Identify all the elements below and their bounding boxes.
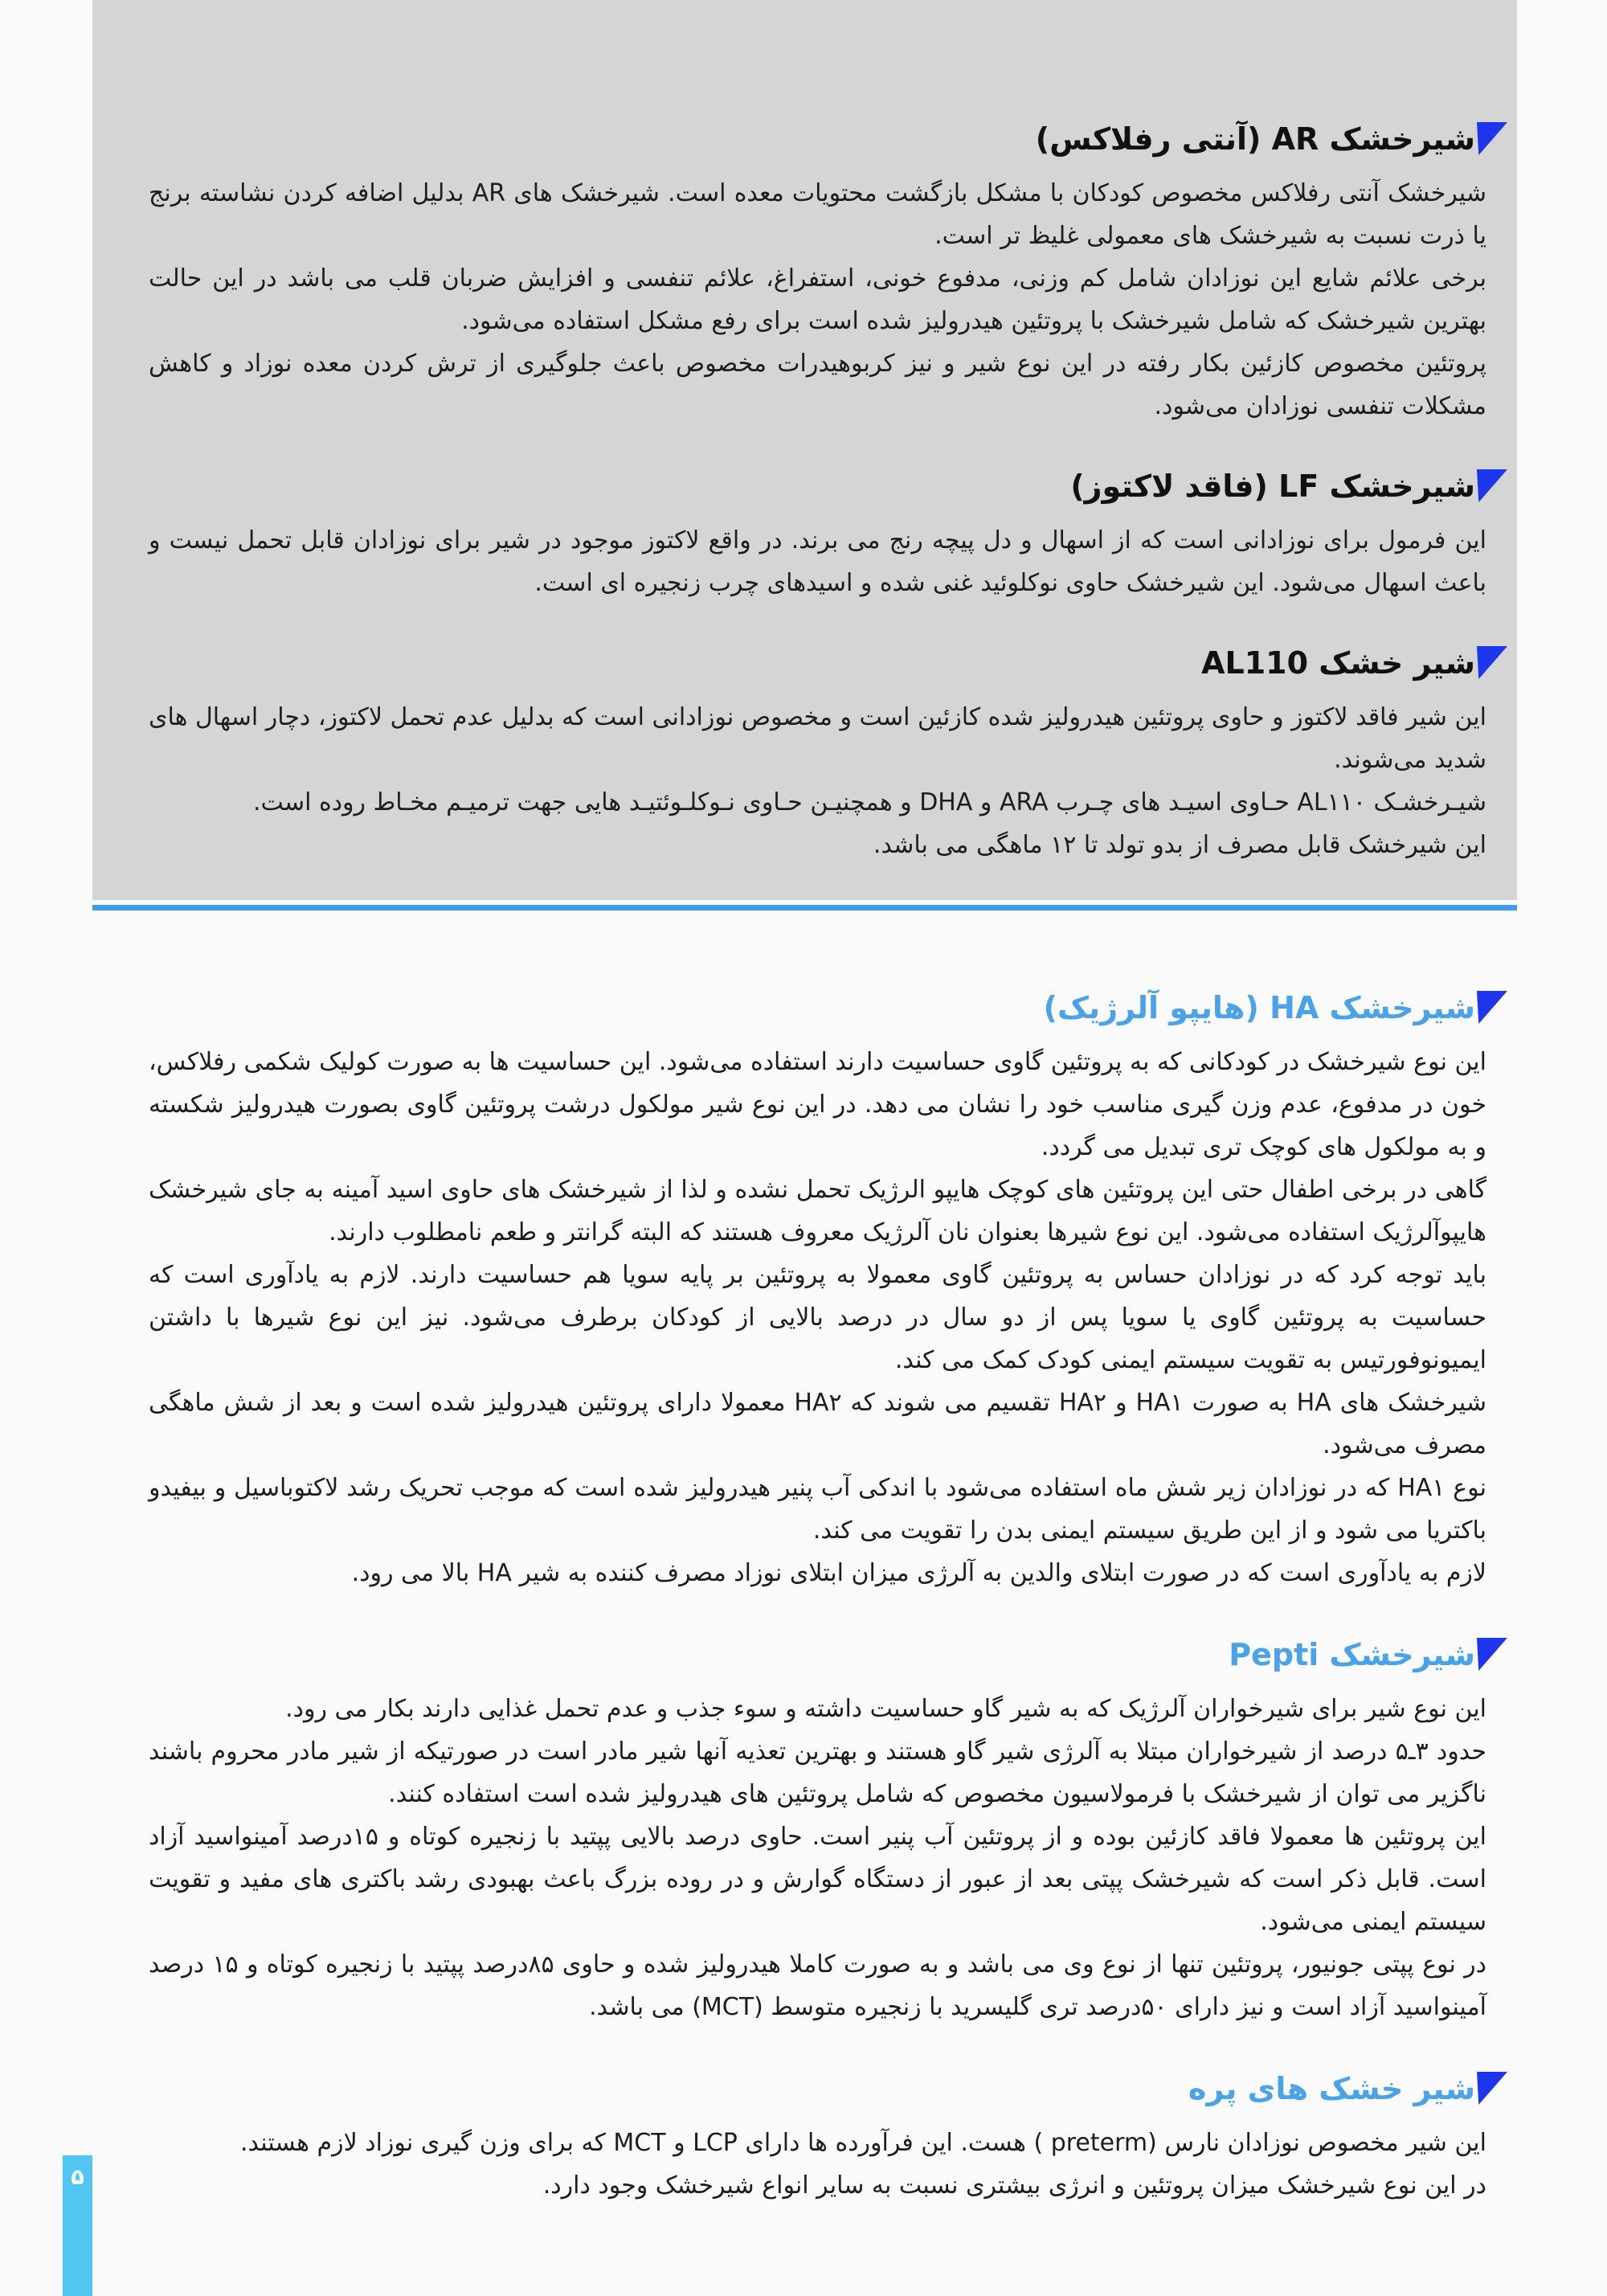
section-lf-body <box>149 519 1486 604</box>
section-preterm-body <box>149 2122 1486 2207</box>
paragraph: برخی علائم شایع این نوزادان شامل کم وزنی، مدفوع خونی، استفراغ، علائم تنفسی و افزایش ضربان قلب می باشد در این حالت بهترین شیرخشک که شامل شیرخشک با پروتئین هیدرولیز شده است برای رفع مشکل استفاده می‌شود. <box>149 264 1486 335</box>
paragraph: شیرخشک های HA به صورت HA۱ و HA۲ تقسیم می شوند که HA۲ معمولا دارای پروتئین هیدرولیز شده است و بعد از شش ماهگی مصرف می‌شود. <box>149 1389 1486 1459</box>
paragraph: پروتئین مخصوص کازئین بکار رفته در این نوع شیر و نیز کربوهیدرات مخصوص باعث جلوگیری از ترش کردن معده نوزاد و کاهش مشکلات تنفسی نوزادان می‌شود. <box>149 350 1486 420</box>
paragraph: این شیر فاقد لاکتوز و حاوی پروتئین هیدرولیز شده کازئین است و مخصوص نوزادانی است که بدلیل عدم تحمل لاکتوز، دچار اسهال های شدید می‌شوند. <box>149 703 1486 774</box>
section-al110-title-text: شیر خشک AL110 <box>1201 645 1475 681</box>
section-lf-formula <box>149 465 1486 604</box>
paragraph: گاهی در برخی اطفال حتی این پروتئین های کوچک هایپو الرژیک تحمل نشده و لذا از شیرخشک های حاوی اسید آمینه به جای شیرخشک هایپوآلرژیک استفاده می‌شود. این نوع شیرها بعنوان نان آلرژیک معروف هستند که البته گرانتر و طعم نامطلوب دارند. <box>149 1176 1486 1246</box>
section-lf-title <box>149 465 1486 508</box>
section-preterm-title-text: شیر خشک های پره <box>1188 2071 1475 2106</box>
paragraph: شیرخشک آنتی رفلاکس مخصوص کودکان با مشکل بازگشت محتویات معده است. شیرخشک های AR بدلیل اضافه کردن نشاسته برنج یا ذرت نسبت به شیرخشک های معمولی غلیظ تر است. <box>149 179 1486 250</box>
section-marker-triangle-icon <box>1477 1638 1507 1671</box>
section-ar-title-text: شیرخشک AR (آنتی رفلاکس) <box>1035 121 1475 157</box>
paragraph: در این نوع شیرخشک میزان پروتئین و انرژی بیشتری نسبت به سایر انواع شیرخشک وجود دارد. <box>542 2171 1486 2200</box>
paragraph: این فرمول برای نوزادانی است که از اسهال و دل پیچه رنج می برند. در واقع لاکتوز موجود در شیر برای نوزادان قابل تحمل نیست و باعث اسهال می‌شود. این شیرخشک حاوی نوکلوئید غنی شده و اسیدهای چرب زنجیره ای است. <box>149 526 1486 597</box>
section-al110-title <box>149 641 1486 685</box>
section-preterm-title <box>149 2067 1486 2110</box>
section-marker-triangle-icon <box>1477 2072 1507 2105</box>
page-number: ۵ <box>71 2165 84 2190</box>
section-ha-body <box>149 1041 1486 1594</box>
section-al110-formula <box>149 641 1486 866</box>
section-ar-body <box>149 172 1486 428</box>
paragraph: در نوع پپتی جونیور، پروتئین تنها از نوع وی می باشد و به صورت کاملا هیدرولیز شده و حاوی ۸۵درصد پپتید با زنجیره کوتاه و ۱۵ درصد آمینواسید آزاد است و نیز دارای ۵۰درصد تری گلیسرید با زنجیره متوسط (MCT) می باشد. <box>149 1950 1487 2021</box>
page-number-tab <box>63 2155 92 2296</box>
paragraph: نوع HA۱ که در نوزادان زیر شش ماه استفاده می‌شود با اندکی آب پنیر هیدرولیز شده است که موجب تحریک رشد لاکتوباسیل و بیفیدو باکتریا می شود و از این طریق سیستم ایمنی بدن را تقویت می کند. <box>149 1474 1486 1545</box>
section-lf-title-text: شیرخشک LF (فاقد لاکتوز) <box>1070 469 1475 504</box>
paragraph: لازم به یادآوری است که در صورت ابتلای والدین به آلرژی میزان ابتلای نوزاد مصرف کننده به شیر HA بالا می رود. <box>351 1559 1486 1587</box>
section-preterm-formula <box>149 2067 1486 2207</box>
paragraph: حدود ۳ـ۵ درصد از شیرخواران مبتلا به آلرژی شیر گاو هستند و بهترین تعذیه آنها شیر مادر است در صورتیکه از شیر مادر محروم باشند ناگزیر می توان از شیرخشک با فرمولاسیون مخصوص که شامل پروتئین های هیدرولیز شده است استفاده کنند. <box>149 1737 1486 1808</box>
section-pepti-title <box>149 1633 1486 1676</box>
main-content <box>92 968 1517 2222</box>
section-ha-formula <box>149 986 1486 1594</box>
section-pepti-formula <box>149 1633 1486 2028</box>
paragraph: این شیرخشک قابل مصرف از بدو تولد تا ۱۲ ماهگی می باشد. <box>873 831 1486 859</box>
section-ha-title <box>149 986 1486 1029</box>
section-al110-body <box>149 696 1486 866</box>
section-ar-title <box>149 117 1486 161</box>
section-pepti-body <box>149 1688 1486 2028</box>
section-pepti-title-text: شیرخشک Pepti <box>1229 1637 1475 1672</box>
section-marker-triangle-icon <box>1477 122 1507 155</box>
paragraph: این نوع شیرخشک در کودکانی که به پروتئین گاوی حساسیت دارند استفاده می‌شود. این حساسیت ها به صورت کولیک شکمی رفلاکس، خون در مدفوع، عدم وزن گیری مناسب خود را نشان می دهد. در این نوع شیر مولکول درشت پروتئین گاوی بصورت هیدرولیز شکسته و به مولکول های کوچک تری تبدیل می گردد. <box>149 1048 1486 1161</box>
paragraph: شیـرخشـک AL۱۱۰ حـاوی اسیـد های چـرب ARA و DHA و همچنیـن حـاوی نـوکلـوئتیـد هایی جهت ترمیـم مخـاط روده است. <box>252 788 1486 816</box>
section-marker-triangle-icon <box>1477 469 1507 502</box>
blue-divider-line <box>92 905 1517 911</box>
paragraph: باید توجه کرد که در نوزادان حساس به پروتئین گاوی معمولا به پروتئین بر پایه سویا هم حساسیت دارند. لازم به یادآوری است که حساسیت به پروتئین گاوی یا سویا پس از دو سال در درصد بالایی از کودکان برطرف می‌شود. نیز این نوع شیرها با داشتن ایمیونوفورتیس به تقویت سیستم ایمنی کودک کمک می کند. <box>149 1261 1486 1374</box>
section-ha-title-text: شیرخشک HA (هایپو آلرژیک) <box>1043 990 1475 1025</box>
section-ar-formula <box>149 117 1486 428</box>
paragraph: این پروتئین ها معمولا فاقد کازئین بوده و از پروتئین آب پنیر است. حاوی درصد بالایی پپتید با زنجیره کوتاه و ۱۵درصد آمینواسید آزاد است. قابل ذکر است که شیرخشک پپتی بعد از عبور از دستگاه گوارش و در روده بزرگ باعث بهبودی رشد باکتری های مفید و تقویت سیستم ایمنی می‌شود. <box>149 1823 1486 1936</box>
paragraph: این نوع شیر برای شیرخواران آلرژیک که به شیر گاو حساسیت داشته و سوء جذب و عدم تحمل غذایی دارند بکار می رود. <box>285 1695 1486 1723</box>
section-marker-triangle-icon <box>1477 646 1507 679</box>
gray-info-box <box>92 0 1517 900</box>
paragraph: این شیر مخصوص نوزادان نارس (preterm ) هست. این فرآورده ها دارای LCP و MCT که برای وزن گیری نوزاد لازم هستند. <box>240 2129 1486 2157</box>
section-marker-triangle-icon <box>1477 991 1507 1024</box>
